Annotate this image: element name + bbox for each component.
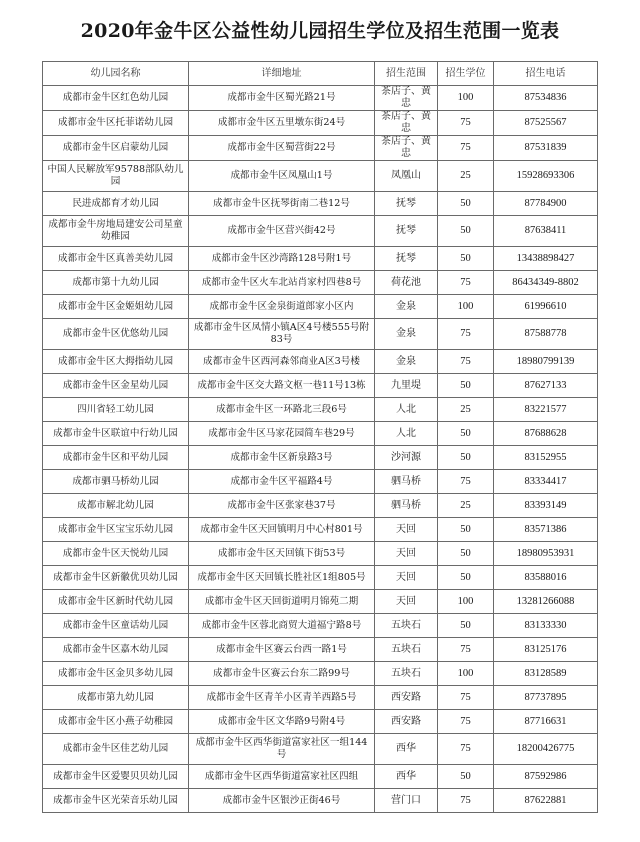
scope-cell: 五块石 <box>375 614 438 638</box>
phone-cell: 83221577 <box>494 398 598 422</box>
table-row <box>43 86 598 111</box>
scope-cell: 茶店子、黄忠 <box>375 136 438 161</box>
phone-cell: 87627133 <box>494 374 598 398</box>
phone-cell: 87716631 <box>494 710 598 734</box>
kindergarten-name-cell: 成都市金牛区新时代幼儿园 <box>43 590 189 614</box>
table-row <box>43 614 598 638</box>
address-cell: 成都市金牛区凤情小镇A区4号楼555号附83号 <box>189 319 375 350</box>
address-cell: 成都市金牛区火车北站肖家村四巷8号 <box>189 271 375 295</box>
seats-cell: 100 <box>438 590 494 614</box>
seats-cell: 25 <box>438 161 494 192</box>
scope-cell: 茶店子、黄忠 <box>375 111 438 136</box>
phone-cell: 83571386 <box>494 518 598 542</box>
phone-cell: 61996610 <box>494 295 598 319</box>
address-cell: 成都市金牛区张家巷37号 <box>189 494 375 518</box>
kindergarten-name-cell: 民进成都育才幼儿园 <box>43 192 189 216</box>
phone-cell: 86434349-8802 <box>494 271 598 295</box>
scope-cell: 驷马桥 <box>375 494 438 518</box>
scope-cell: 人北 <box>375 398 438 422</box>
address-cell: 成都市金牛区蓉北商贸大道福宁路8号 <box>189 614 375 638</box>
table-row <box>43 271 598 295</box>
table-row <box>43 789 598 813</box>
table-row <box>43 350 598 374</box>
seats-cell: 50 <box>438 374 494 398</box>
kindergarten-name-cell: 成都市解北幼儿园 <box>43 494 189 518</box>
header-seats: 招生学位 <box>438 62 494 86</box>
phone-cell: 87525567 <box>494 111 598 136</box>
seats-cell: 50 <box>438 542 494 566</box>
table-row <box>43 192 598 216</box>
seats-cell: 50 <box>438 422 494 446</box>
seats-cell: 25 <box>438 398 494 422</box>
table-row <box>43 638 598 662</box>
kindergarten-name-cell: 成都市金牛区托菲诺幼儿园 <box>43 111 189 136</box>
phone-cell: 87638411 <box>494 216 598 247</box>
address-cell: 成都市金牛区金泉街道郎家小区内 <box>189 295 375 319</box>
phone-cell: 87622881 <box>494 789 598 813</box>
scope-cell: 茶店子、黄忠 <box>375 86 438 111</box>
address-cell: 成都市金牛区抚琴街南二巷12号 <box>189 192 375 216</box>
seats-cell: 75 <box>438 136 494 161</box>
scope-cell: 西华 <box>375 734 438 765</box>
seats-cell: 75 <box>438 734 494 765</box>
kindergarten-name-cell: 成都市金牛区真善美幼儿园 <box>43 247 189 271</box>
address-cell: 成都市金牛区营兴街42号 <box>189 216 375 247</box>
address-cell: 成都市金牛区天回镇明月中心村801号 <box>189 518 375 542</box>
scope-cell: 凤凰山 <box>375 161 438 192</box>
scope-cell: 九里堤 <box>375 374 438 398</box>
kindergarten-name-cell: 成都市金牛区天悦幼儿园 <box>43 542 189 566</box>
header-address: 详细地址 <box>189 62 375 86</box>
kindergarten-name-cell: 成都市金牛区金贝多幼儿园 <box>43 662 189 686</box>
kindergarten-name-cell: 成都市金牛区金星幼儿园 <box>43 374 189 398</box>
kindergarten-name-cell: 成都市金牛区联谊中行幼儿园 <box>43 422 189 446</box>
seats-cell: 75 <box>438 111 494 136</box>
phone-cell: 83128589 <box>494 662 598 686</box>
table-row <box>43 422 598 446</box>
seats-cell: 75 <box>438 271 494 295</box>
scope-cell: 营门口 <box>375 789 438 813</box>
seats-cell: 75 <box>438 350 494 374</box>
phone-cell: 13281266088 <box>494 590 598 614</box>
address-cell: 成都市金牛区凤凰山1号 <box>189 161 375 192</box>
scope-cell: 沙河源 <box>375 446 438 470</box>
address-cell: 成都市金牛区西华街道富家社区四组 <box>189 765 375 789</box>
scope-cell: 五块石 <box>375 662 438 686</box>
phone-cell: 87784900 <box>494 192 598 216</box>
kindergarten-name-cell: 成都市金牛区大拇指幼儿园 <box>43 350 189 374</box>
table-row <box>43 734 598 765</box>
seats-cell: 50 <box>438 247 494 271</box>
seats-cell: 100 <box>438 295 494 319</box>
scope-cell: 驷马桥 <box>375 470 438 494</box>
phone-cell: 83393149 <box>494 494 598 518</box>
scope-cell: 天回 <box>375 566 438 590</box>
scope-cell: 西安路 <box>375 686 438 710</box>
phone-cell: 83588016 <box>494 566 598 590</box>
kindergarten-name-cell: 四川省轻工幼儿园 <box>43 398 189 422</box>
seats-cell: 50 <box>438 765 494 789</box>
scope-cell: 天回 <box>375 518 438 542</box>
kindergarten-name-cell: 成都市金牛区宝宝乐幼儿园 <box>43 518 189 542</box>
scope-cell: 抚琴 <box>375 216 438 247</box>
table-row <box>43 470 598 494</box>
scope-cell: 荷花池 <box>375 271 438 295</box>
kindergarten-name-cell: 成都市金牛区红色幼儿园 <box>43 86 189 111</box>
kindergarten-name-cell: 成都市金牛区和平幼儿园 <box>43 446 189 470</box>
kindergarten-name-cell: 成都市金牛区金姬姐幼儿园 <box>43 295 189 319</box>
seats-cell: 100 <box>438 662 494 686</box>
kindergarten-name-cell: 成都市金牛区童话幼儿园 <box>43 614 189 638</box>
phone-cell: 15928693306 <box>494 161 598 192</box>
seats-cell: 50 <box>438 216 494 247</box>
table-row <box>43 446 598 470</box>
kindergarten-name-cell: 成都市金牛区嘉木幼儿园 <box>43 638 189 662</box>
phone-cell: 87592986 <box>494 765 598 789</box>
admissions-table <box>42 61 598 813</box>
address-cell: 成都市金牛区一环路北三段6号 <box>189 398 375 422</box>
address-cell: 成都市金牛区蜀营街22号 <box>189 136 375 161</box>
table-row <box>43 566 598 590</box>
table-row <box>43 295 598 319</box>
phone-cell: 18980953931 <box>494 542 598 566</box>
phone-cell: 13438898427 <box>494 247 598 271</box>
seats-cell: 75 <box>438 319 494 350</box>
address-cell: 成都市金牛区蜀光路21号 <box>189 86 375 111</box>
table-row <box>43 710 598 734</box>
scope-cell: 西安路 <box>375 710 438 734</box>
kindergarten-name-cell: 成都市第九幼儿园 <box>43 686 189 710</box>
phone-cell: 87737895 <box>494 686 598 710</box>
seats-cell: 75 <box>438 638 494 662</box>
kindergarten-name-cell: 成都市金牛区新徽优贝幼儿园 <box>43 566 189 590</box>
phone-cell: 83334417 <box>494 470 598 494</box>
address-cell: 成都市金牛区天回街道明月锦苑二期 <box>189 590 375 614</box>
seats-cell: 50 <box>438 518 494 542</box>
address-cell: 成都市金牛区平福路4号 <box>189 470 375 494</box>
kindergarten-name-cell: 成都市金牛房地局建安公司星童幼稚园 <box>43 216 189 247</box>
seats-cell: 75 <box>438 710 494 734</box>
seats-cell: 75 <box>438 789 494 813</box>
kindergarten-name-cell: 成都市金牛区佳艺幼儿园 <box>43 734 189 765</box>
scope-cell: 天回 <box>375 590 438 614</box>
address-cell: 成都市金牛区天回镇下街53号 <box>189 542 375 566</box>
table-row <box>43 686 598 710</box>
table-row <box>43 319 598 350</box>
page-title: 2020年金牛区公益性幼儿园招生学位及招生范围一览表 <box>80 20 560 42</box>
scope-cell: 西华 <box>375 765 438 789</box>
kindergarten-name-cell: 成都市金牛区小燕子幼稚园 <box>43 710 189 734</box>
seats-cell: 100 <box>438 86 494 111</box>
seats-cell: 75 <box>438 686 494 710</box>
table-body <box>43 86 598 813</box>
scope-cell: 人北 <box>375 422 438 446</box>
table-row <box>43 374 598 398</box>
address-cell: 成都市金牛区西河森邻商业A区3号楼 <box>189 350 375 374</box>
scope-cell: 金泉 <box>375 295 438 319</box>
kindergarten-name-cell: 成都市金牛区优悠幼儿园 <box>43 319 189 350</box>
phone-cell: 87688628 <box>494 422 598 446</box>
scope-cell: 抚琴 <box>375 247 438 271</box>
seats-cell: 75 <box>438 470 494 494</box>
table-row <box>43 247 598 271</box>
address-cell: 成都市金牛区赛云台东二路99号 <box>189 662 375 686</box>
header-name: 幼儿园名称 <box>43 62 189 86</box>
kindergarten-name-cell: 成都市金牛区启蒙幼儿园 <box>43 136 189 161</box>
scope-cell: 金泉 <box>375 319 438 350</box>
table-row <box>43 111 598 136</box>
seats-cell: 50 <box>438 566 494 590</box>
table-row <box>43 398 598 422</box>
address-cell: 成都市金牛区赛云台西一路1号 <box>189 638 375 662</box>
scope-cell: 抚琴 <box>375 192 438 216</box>
address-cell: 成都市金牛区新泉路3号 <box>189 446 375 470</box>
header-phone: 招生电话 <box>494 62 598 86</box>
seats-cell: 50 <box>438 614 494 638</box>
kindergarten-name-cell: 中国人民解放军95788部队幼儿园 <box>43 161 189 192</box>
table-row <box>43 494 598 518</box>
table-header-row <box>43 62 598 86</box>
address-cell: 成都市金牛区银沙正街46号 <box>189 789 375 813</box>
table-row <box>43 662 598 686</box>
address-cell: 成都市金牛区交大路文枢一巷11号13栋 <box>189 374 375 398</box>
kindergarten-name-cell: 成都市驷马桥幼儿园 <box>43 470 189 494</box>
phone-cell: 18980799139 <box>494 350 598 374</box>
table-row <box>43 590 598 614</box>
seats-cell: 25 <box>438 494 494 518</box>
phone-cell: 83152955 <box>494 446 598 470</box>
phone-cell: 83133330 <box>494 614 598 638</box>
address-cell: 成都市金牛区马家花园简车巷29号 <box>189 422 375 446</box>
header-scope: 招生范围 <box>375 62 438 86</box>
seats-cell: 50 <box>438 192 494 216</box>
scope-cell: 金泉 <box>375 350 438 374</box>
table-row <box>43 216 598 247</box>
phone-cell: 87588778 <box>494 319 598 350</box>
phone-cell: 87534836 <box>494 86 598 111</box>
phone-cell: 18200426775 <box>494 734 598 765</box>
scope-cell: 五块石 <box>375 638 438 662</box>
kindergarten-name-cell: 成都市第十九幼儿园 <box>43 271 189 295</box>
phone-cell: 87531839 <box>494 136 598 161</box>
address-cell: 成都市金牛区五里墩东街24号 <box>189 111 375 136</box>
address-cell: 成都市金牛区沙湾路128号附1号 <box>189 247 375 271</box>
table-row <box>43 136 598 161</box>
phone-cell: 83125176 <box>494 638 598 662</box>
scope-cell: 天回 <box>375 542 438 566</box>
address-cell: 成都市金牛区文华路9号附4号 <box>189 710 375 734</box>
table-row <box>43 518 598 542</box>
seats-cell: 50 <box>438 446 494 470</box>
address-cell: 成都市金牛区天回镇长胜社区1组805号 <box>189 566 375 590</box>
kindergarten-name-cell: 成都市金牛区光荣音乐幼儿园 <box>43 789 189 813</box>
table-row <box>43 765 598 789</box>
table-row <box>43 161 598 192</box>
address-cell: 成都市金牛区西华街道富家社区一组144号 <box>189 734 375 765</box>
kindergarten-name-cell: 成都市金牛区爱婴贝贝幼儿园 <box>43 765 189 789</box>
table-row <box>43 542 598 566</box>
address-cell: 成都市金牛区青羊小区青羊西路5号 <box>189 686 375 710</box>
